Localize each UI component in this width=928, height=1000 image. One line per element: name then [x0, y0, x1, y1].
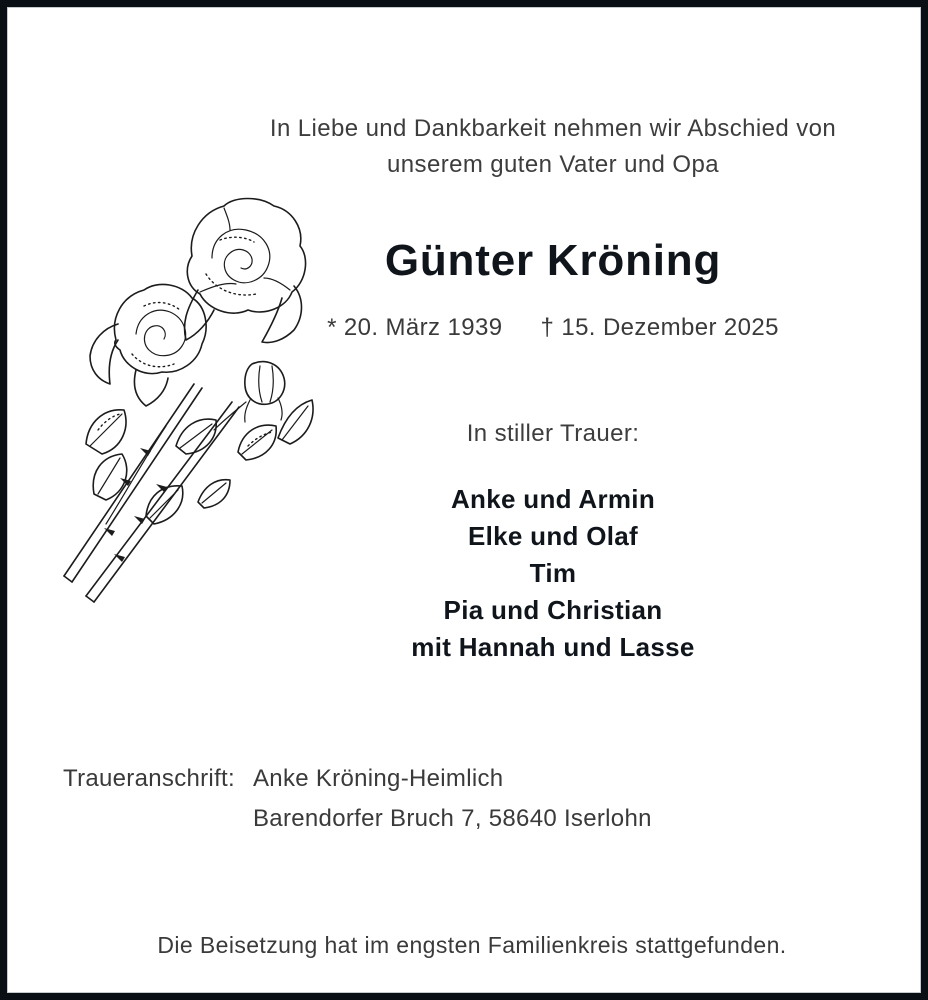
notice-paper: [7, 7, 921, 993]
deceased-name: Günter Kröning: [384, 236, 722, 285]
address-line-1: Anke Kröning-Heimlich: [253, 765, 504, 792]
intro-text: [178, 111, 928, 183]
death-date: † 15. Dezember 2025: [540, 314, 779, 341]
birth-date: * 20. März 1939: [327, 314, 503, 341]
life-dates: [178, 314, 928, 342]
burial-note: Die Beisetzung hat im engsten Familienkreis stattgefunden.: [157, 932, 787, 958]
address-lines: [253, 759, 652, 839]
mourner-line: Pia und Christian: [443, 595, 663, 625]
address-line-2: Barendorfer Bruch 7, 58640 Iserlohn: [253, 805, 652, 832]
mourners-list: [178, 481, 928, 666]
mourner-line: Tim: [529, 558, 577, 588]
address-label: Traueranschrift:: [63, 765, 235, 792]
mourner-line: Elke und Olaf: [467, 521, 639, 551]
mourner-line: mit Hannah und Lasse: [411, 632, 695, 662]
intro-line-1: In Liebe und Dankbarkeit nehmen wir Abschied von: [269, 115, 837, 142]
intro-line-2: unserem guten Vater und Opa: [387, 151, 719, 178]
mourner-line: Anke und Armin: [450, 484, 656, 514]
mourning-label: In stiller Trauer:: [466, 420, 640, 447]
